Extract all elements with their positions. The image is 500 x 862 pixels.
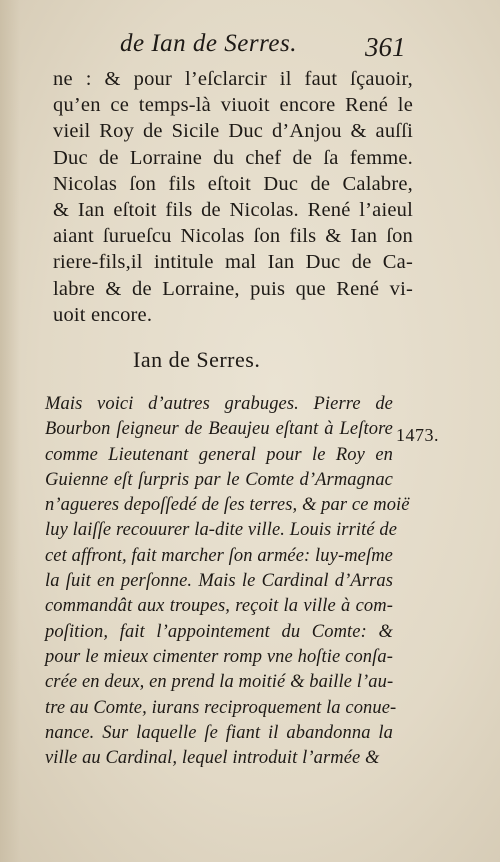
paragraph-roman: [53, 66, 413, 328]
text-line: pour le mieux cimenter romp vne hoſtie conſa-: [45, 646, 393, 667]
text-line: Mais voici d’autres grabuges. Pierre de: [45, 394, 393, 414]
text-line: tre au Comte, iurans reciproquement la conue-: [45, 697, 397, 718]
text-line: comme Lieutenant general pour le Roy en: [45, 444, 393, 465]
text-line: crée en deux, en prend la moitié & baille l’au-: [45, 672, 394, 693]
text-line: nance. Sur laquelle ſe fiant il abandonna la: [45, 722, 393, 743]
text-line: Duc de Lorraine du chef de ſa femme.: [53, 146, 413, 169]
text-line: luy laiſſe recouurer la-dite ville. Louis irrité de: [45, 520, 398, 541]
text-line: poſition, fait l’appointement du Comte: &: [45, 621, 393, 642]
page-gutter-shadow: [0, 0, 20, 862]
text-line: Nicolas ſon fils eſtoit Duc de Calabre,: [53, 172, 413, 195]
text-line: commandât aux troupes, reçoit la ville à com-: [45, 596, 393, 617]
page-number: 361: [365, 32, 406, 62]
section-title: Ian de Serres.: [133, 347, 261, 372]
text-line: vieil Roy de Sicile Duc d’Anjou & auſſi: [53, 120, 413, 143]
text-line: ne : & pour l’eſclarcir il faut ſçauoir,: [53, 68, 413, 90]
text-line: & Ian eſtoit fils de Nicolas. René l’aieul: [53, 199, 413, 222]
running-head: de Ian de Serres.: [120, 30, 297, 57]
text-line: ville au Cardinal, lequel introduit l’armée &: [45, 748, 380, 769]
text-line: labre & de Lorraine, puis que René vi-: [53, 277, 413, 300]
text-line: la ſuit en perſonne. Mais le Cardinal d’Arras: [45, 571, 393, 592]
paragraph-italic: [45, 392, 410, 771]
text-line: riere-fils,il intitule mal Ian Duc de Ca-: [53, 251, 413, 274]
text-line: qu’en ce temps-là viuoit encore René le: [53, 94, 413, 117]
marginal-date: 1473.: [396, 425, 439, 445]
text-line: uoit encore.: [53, 303, 153, 326]
text-line: n’agueres depoſſedé de ſes terres, & par ce moië: [45, 495, 410, 516]
text-line: Bourbon ſeigneur de Beaujeu eſtant à Leſtore: [45, 419, 393, 440]
text-line: aiant ſurueſcu Nicolas ſon fils & Ian ſon: [53, 225, 413, 248]
text-line: cet affront, fait marcher ſon armée: luy-meſme: [45, 545, 393, 566]
text-line: Guienne eſt ſurpris par le Comte d’Armagnac: [45, 469, 393, 490]
